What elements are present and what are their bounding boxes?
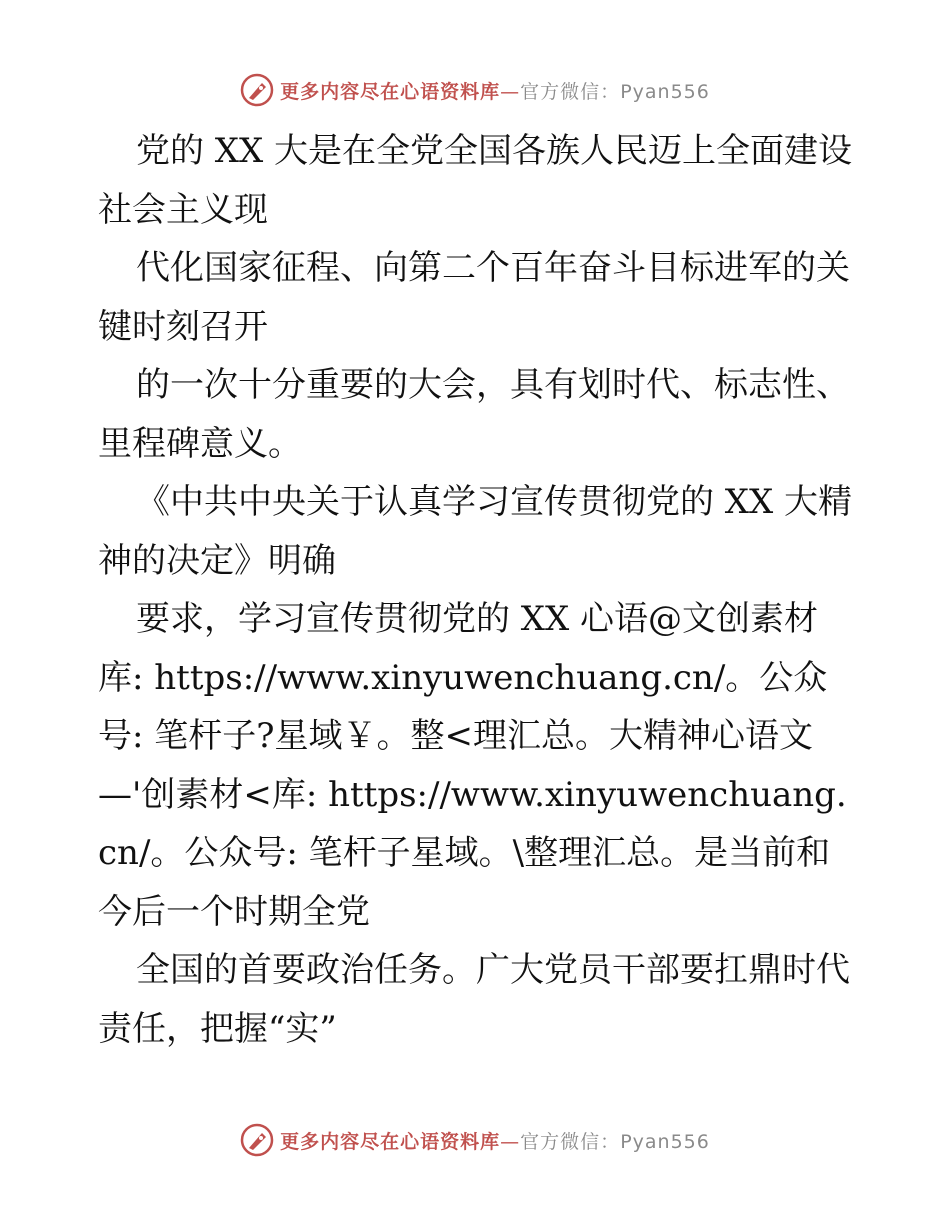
brand-name: 更多内容尽在心语资料库 xyxy=(280,80,501,103)
wechat-label: 官方微信： xyxy=(520,1130,621,1153)
separator: — xyxy=(500,1130,521,1153)
document-body xyxy=(98,122,854,1058)
paragraph: 《中共中央关于认真学习宣传贯彻党的 XX 大精神的决定》明确 xyxy=(98,482,853,581)
footer-banner xyxy=(0,1120,950,1160)
wechat-label: 官方微信： xyxy=(520,80,621,103)
paragraph: 代化国家征程、向第二个百年奋斗目标进军的关键时刻召开 xyxy=(98,248,850,347)
brand-name: 更多内容尽在心语资料库 xyxy=(280,1130,501,1153)
footer-banner-text xyxy=(280,1127,710,1154)
paragraph: 全国的首要政治任务。广大党员干部要扛鼎时代责任，把握“实” xyxy=(98,950,850,1049)
pen-nib-logo-icon xyxy=(240,1123,274,1157)
paragraph: 的一次十分重要的大会，具有划时代、标志性、里程碑意义。 xyxy=(98,365,850,464)
paragraph: 要求，学习宣传贯彻党的 XX 心语@文创素材库: https://www.xinyuwenchuang.cn/。公众号: 笔杆子?星域￥。整<理汇总。大精神心语文—'创素材<库: https://www.xinyuwenchuang.cn/。公众号: 笔杆子星域。\整理汇总。是当前和今后一个时期全党 xyxy=(98,599,847,932)
pen-nib-logo-icon xyxy=(240,73,274,107)
paragraph: 党的 XX 大是在全党全国各族人民迈上全面建设社会主义现 xyxy=(98,131,853,230)
header-banner xyxy=(0,70,950,110)
wechat-id: Pyan556 xyxy=(620,1130,710,1153)
separator: — xyxy=(500,80,521,103)
header-banner-text xyxy=(280,77,710,104)
wechat-id: Pyan556 xyxy=(620,80,710,103)
